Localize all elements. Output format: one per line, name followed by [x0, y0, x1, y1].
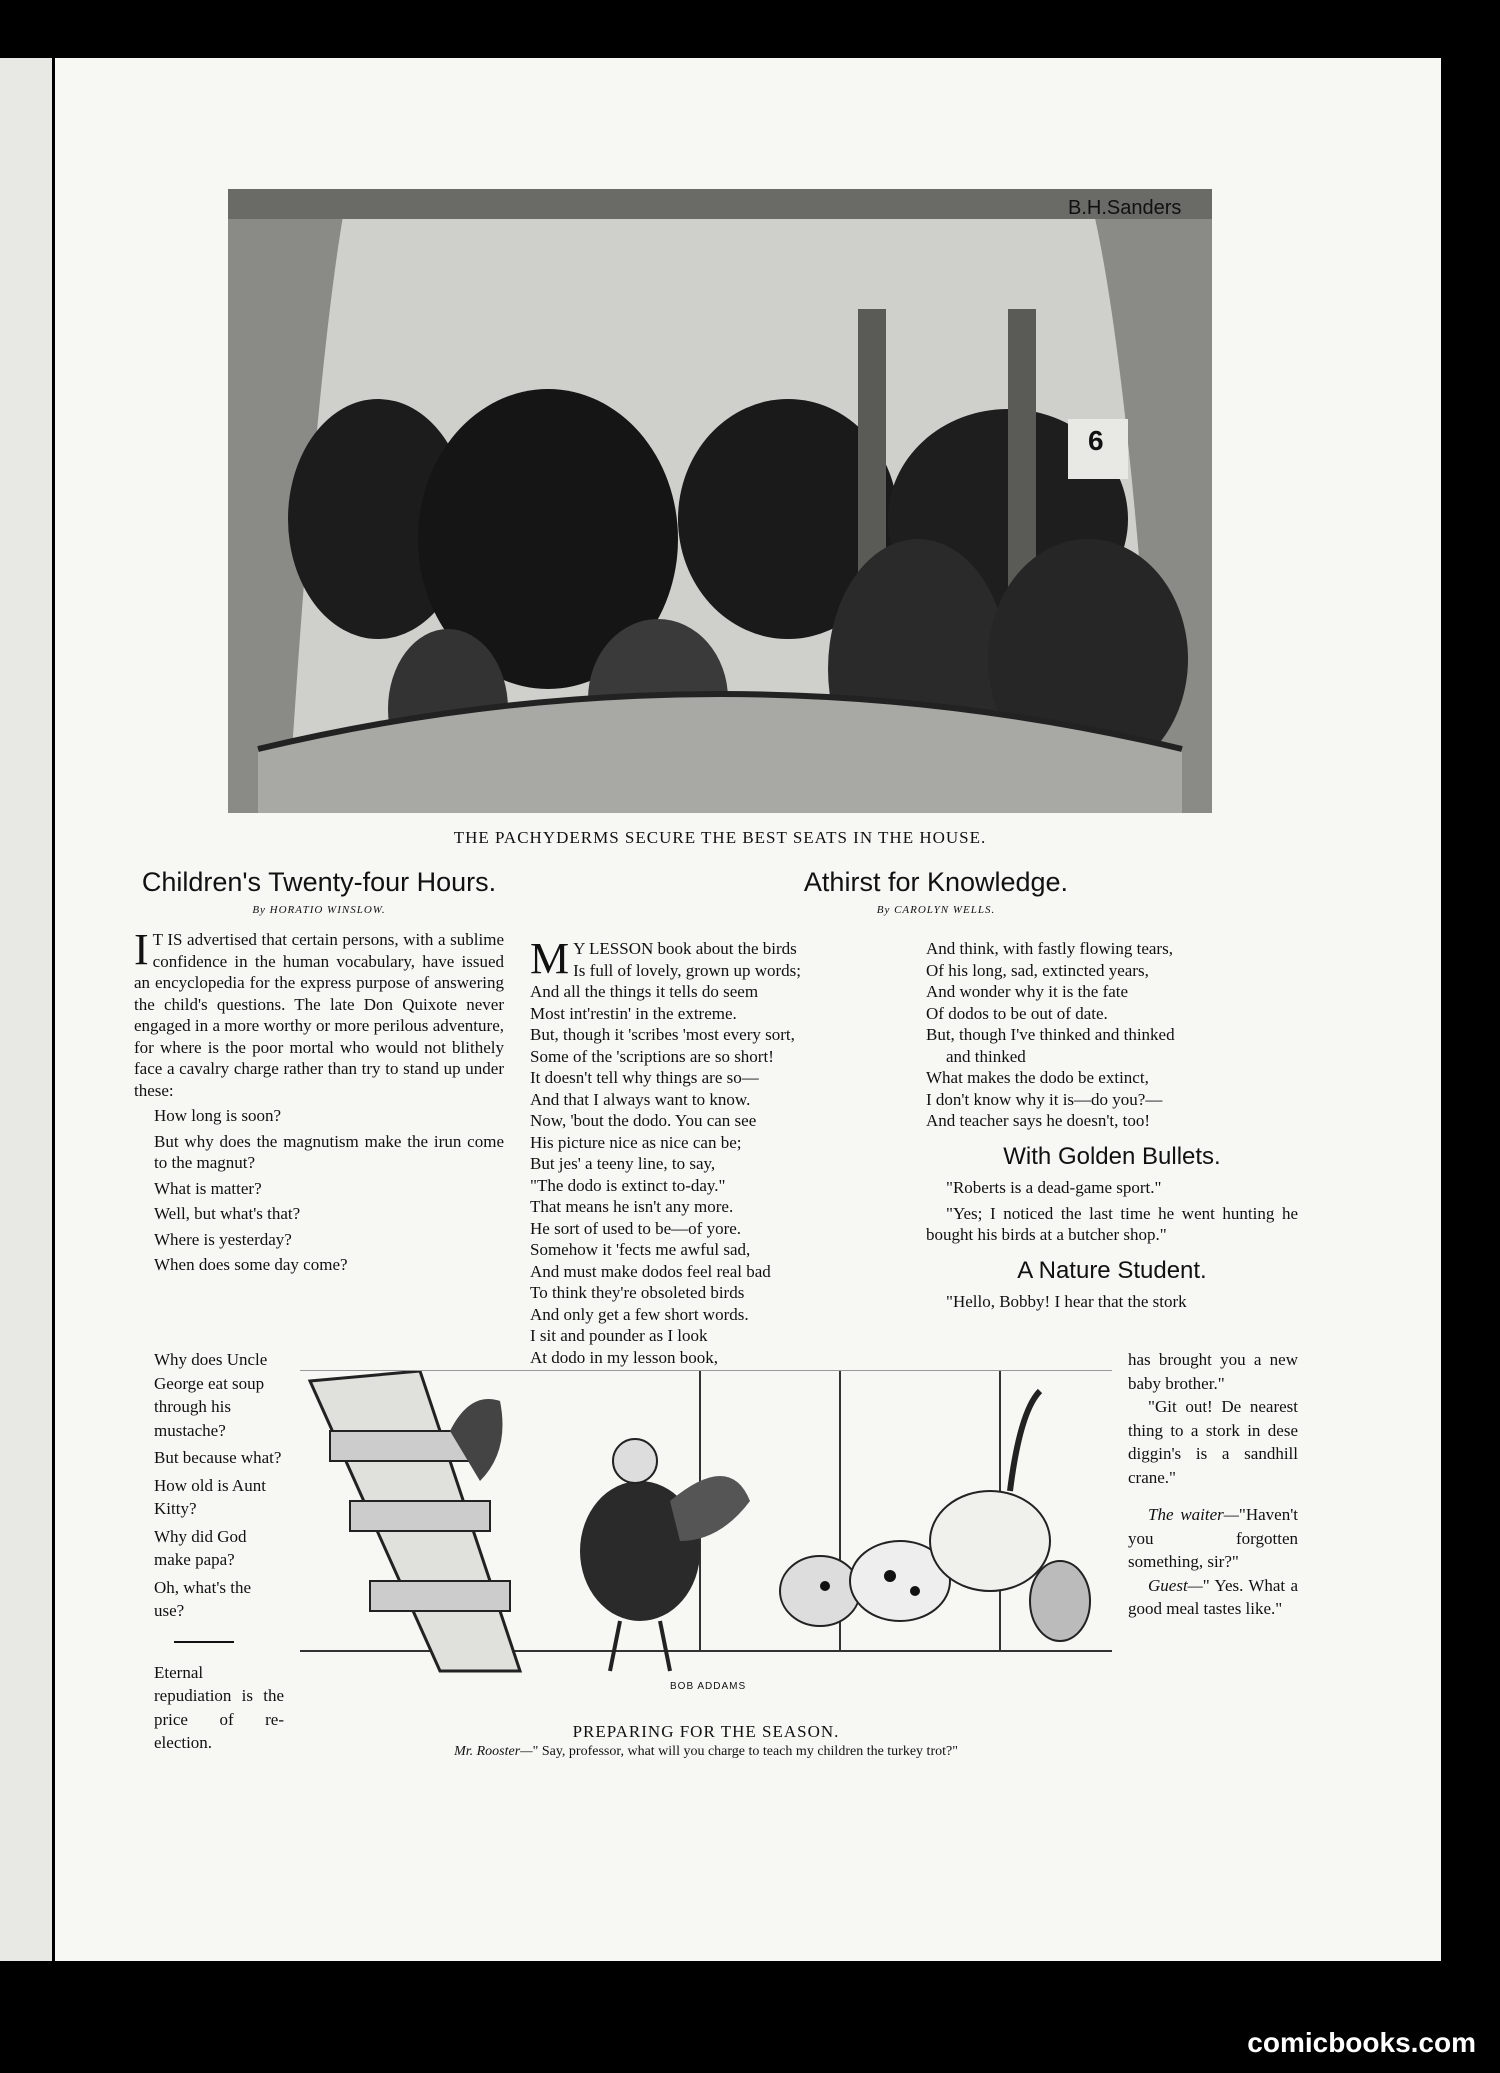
dialogue: " Say, professor, what will you charge to teach my children the turkey trot?" [532, 1744, 958, 1759]
article-title-golden-bullets: With Golden Bullets. [1003, 1142, 1221, 1170]
artist-signature: B.H.Sanders [1068, 197, 1182, 219]
question: Why did God make papa? [154, 1526, 247, 1569]
artist-signature: BOB ADDAMS [670, 1681, 747, 1692]
poem-line: and thinked [946, 1046, 1026, 1066]
poem-line: "The dodo is extinct to-day." [530, 1175, 726, 1195]
article-byline: By HORATIO WINSLOW. [252, 903, 386, 916]
seat-number-sign: 6 [1088, 425, 1104, 456]
article-title: Athirst for Knowledge. [803, 867, 1069, 897]
drop-cap: I [134, 925, 149, 974]
speaker: Mr. Rooster— [454, 1744, 533, 1759]
poem-line: He sort of used to be—of yore. [530, 1218, 742, 1238]
question: How long is soon? [154, 1106, 282, 1125]
poem-line: I don't know why it is—do you?— [926, 1089, 1163, 1109]
poem-line: But, though it 'scribes 'most every sort, [530, 1025, 795, 1044]
poem-line: To think they're obsoleted birds [530, 1283, 745, 1302]
poem-line: Now, 'bout the dodo. You can see [530, 1111, 757, 1130]
poem-line: Some of the 'scriptions are so short! [530, 1046, 774, 1066]
article-intro [134, 925, 504, 1101]
question: Well, but what's that? [154, 1204, 301, 1223]
poem-line: And only get a few short words. [530, 1304, 749, 1324]
poem-line: His picture nice as nice can be; [530, 1132, 742, 1152]
poem-line: It doesn't tell why things are so— [530, 1068, 759, 1087]
poem-part-2 [926, 938, 1298, 1317]
article-childrens-hours [134, 867, 504, 1280]
speaker: The waiter— [1148, 1505, 1239, 1524]
poem-line: And wonder why it is the fate [926, 982, 1129, 1001]
poem-text: Y LESSON book about the birds [573, 939, 797, 958]
article-title-nature-student: A Nature Student. [1017, 1256, 1207, 1284]
dialogue: "Haven't you forgotten something, sir?" [1128, 1505, 1298, 1571]
question: But why does the magnutism make the irun come to the magnut? [154, 1131, 504, 1172]
poem-line: And must make dodos feel real bad [530, 1261, 771, 1281]
poem-line: But jes' a teeny line, to say, [530, 1154, 716, 1173]
question: When does some day come? [154, 1255, 348, 1274]
poem-line: But, though I've thinked and thinked [926, 1025, 1175, 1044]
bottom-cartoon-subcaption [300, 1744, 1112, 1760]
question: Why does Uncle George eat soup through his mustache? [154, 1350, 268, 1440]
poem-line: And that I always want to know. [530, 1089, 751, 1109]
poem-line: And all the things it tells do seem [530, 982, 759, 1001]
poem-line: Of his long, sad, extincted years, [926, 960, 1149, 980]
question: Oh, what's the use? [154, 1577, 252, 1620]
joke-line: "Roberts is a dead-game sport." [946, 1178, 1162, 1197]
poem-line: What makes the dodo be extinct, [926, 1068, 1149, 1087]
poem-line: And teacher says he doesn't, too! [926, 1111, 1150, 1130]
question: What is matter? [154, 1178, 262, 1198]
divider-rule [174, 1641, 234, 1643]
poem-line: Is full of lovely, grown up words; [573, 960, 802, 980]
poem-line: That means he isn't any more. [530, 1197, 734, 1216]
article-title: Children's Twenty-four Hours. [141, 867, 497, 897]
speaker: Guest— [1148, 1575, 1203, 1595]
joke-line [1128, 1574, 1298, 1621]
joke-line [1128, 1503, 1298, 1574]
closing-quip: Eternal repudiation is the price of re-election. [154, 1662, 284, 1752]
nature-student-continued [1128, 1348, 1298, 1621]
top-cartoon-illustration [228, 189, 1212, 813]
article-childrens-hours-continued [134, 1344, 284, 1759]
intro-text: T IS advertised that certain persons, with a sublime confidence in the human vocabulary, have issued an encyclopedia for the express purpose of answering the child's questions. The late Don Quixote never engaged in a more worthy or more perilous adventure, for where is the poor mortal who would not blithely face a cavalry charge rather than try to stand up under these: [134, 930, 504, 1100]
drop-cap: M [530, 934, 570, 983]
joke-line: has brought you a new baby brother." [1128, 1350, 1298, 1393]
left-page-edge [0, 58, 52, 1961]
poem-part-1 [530, 934, 910, 1368]
poem-line: Somehow it 'fects me awful sad, [530, 1240, 751, 1259]
bottom-cartoon-illustration [300, 1370, 1112, 1711]
article-byline: By CAROLYN WELLS. [876, 903, 996, 916]
question: Where is yesterday? [154, 1229, 292, 1249]
joke-line: "Yes; I noticed the last time he went hunting he bought his birds at a butcher shop." [926, 1203, 1298, 1244]
question: But because what? [154, 1448, 282, 1467]
joke-line: "Git out! De nearest thing to a stork in dese diggin's is a sandhill crane." [1128, 1397, 1298, 1487]
top-cartoon-caption: THE PACHYDERMS SECURE THE BEST SEATS IN THE HOUSE. [453, 828, 987, 847]
poem-line: At dodo in my lesson book, [530, 1347, 718, 1367]
question: How old is Aunt Kitty? [154, 1475, 266, 1518]
poem-line: And think, with fastly flowing tears, [926, 939, 1173, 958]
poem-line: I sit and pounder as I look [530, 1326, 708, 1345]
bottom-cartoon-caption: PREPARING FOR THE SEASON. [572, 1722, 840, 1741]
watermark: comicbooks.com [1247, 2027, 1476, 2058]
joke-line: "Hello, Bobby! I hear that the stork [946, 1292, 1187, 1311]
article-athirst-for-knowledge [526, 867, 1286, 921]
poem-line: Most int'restin' in the extreme. [530, 1003, 737, 1023]
dialogue: " Yes. What a good meal tastes like." [1128, 1575, 1298, 1618]
poem-line: Of dodos to be out of date. [926, 1003, 1108, 1023]
